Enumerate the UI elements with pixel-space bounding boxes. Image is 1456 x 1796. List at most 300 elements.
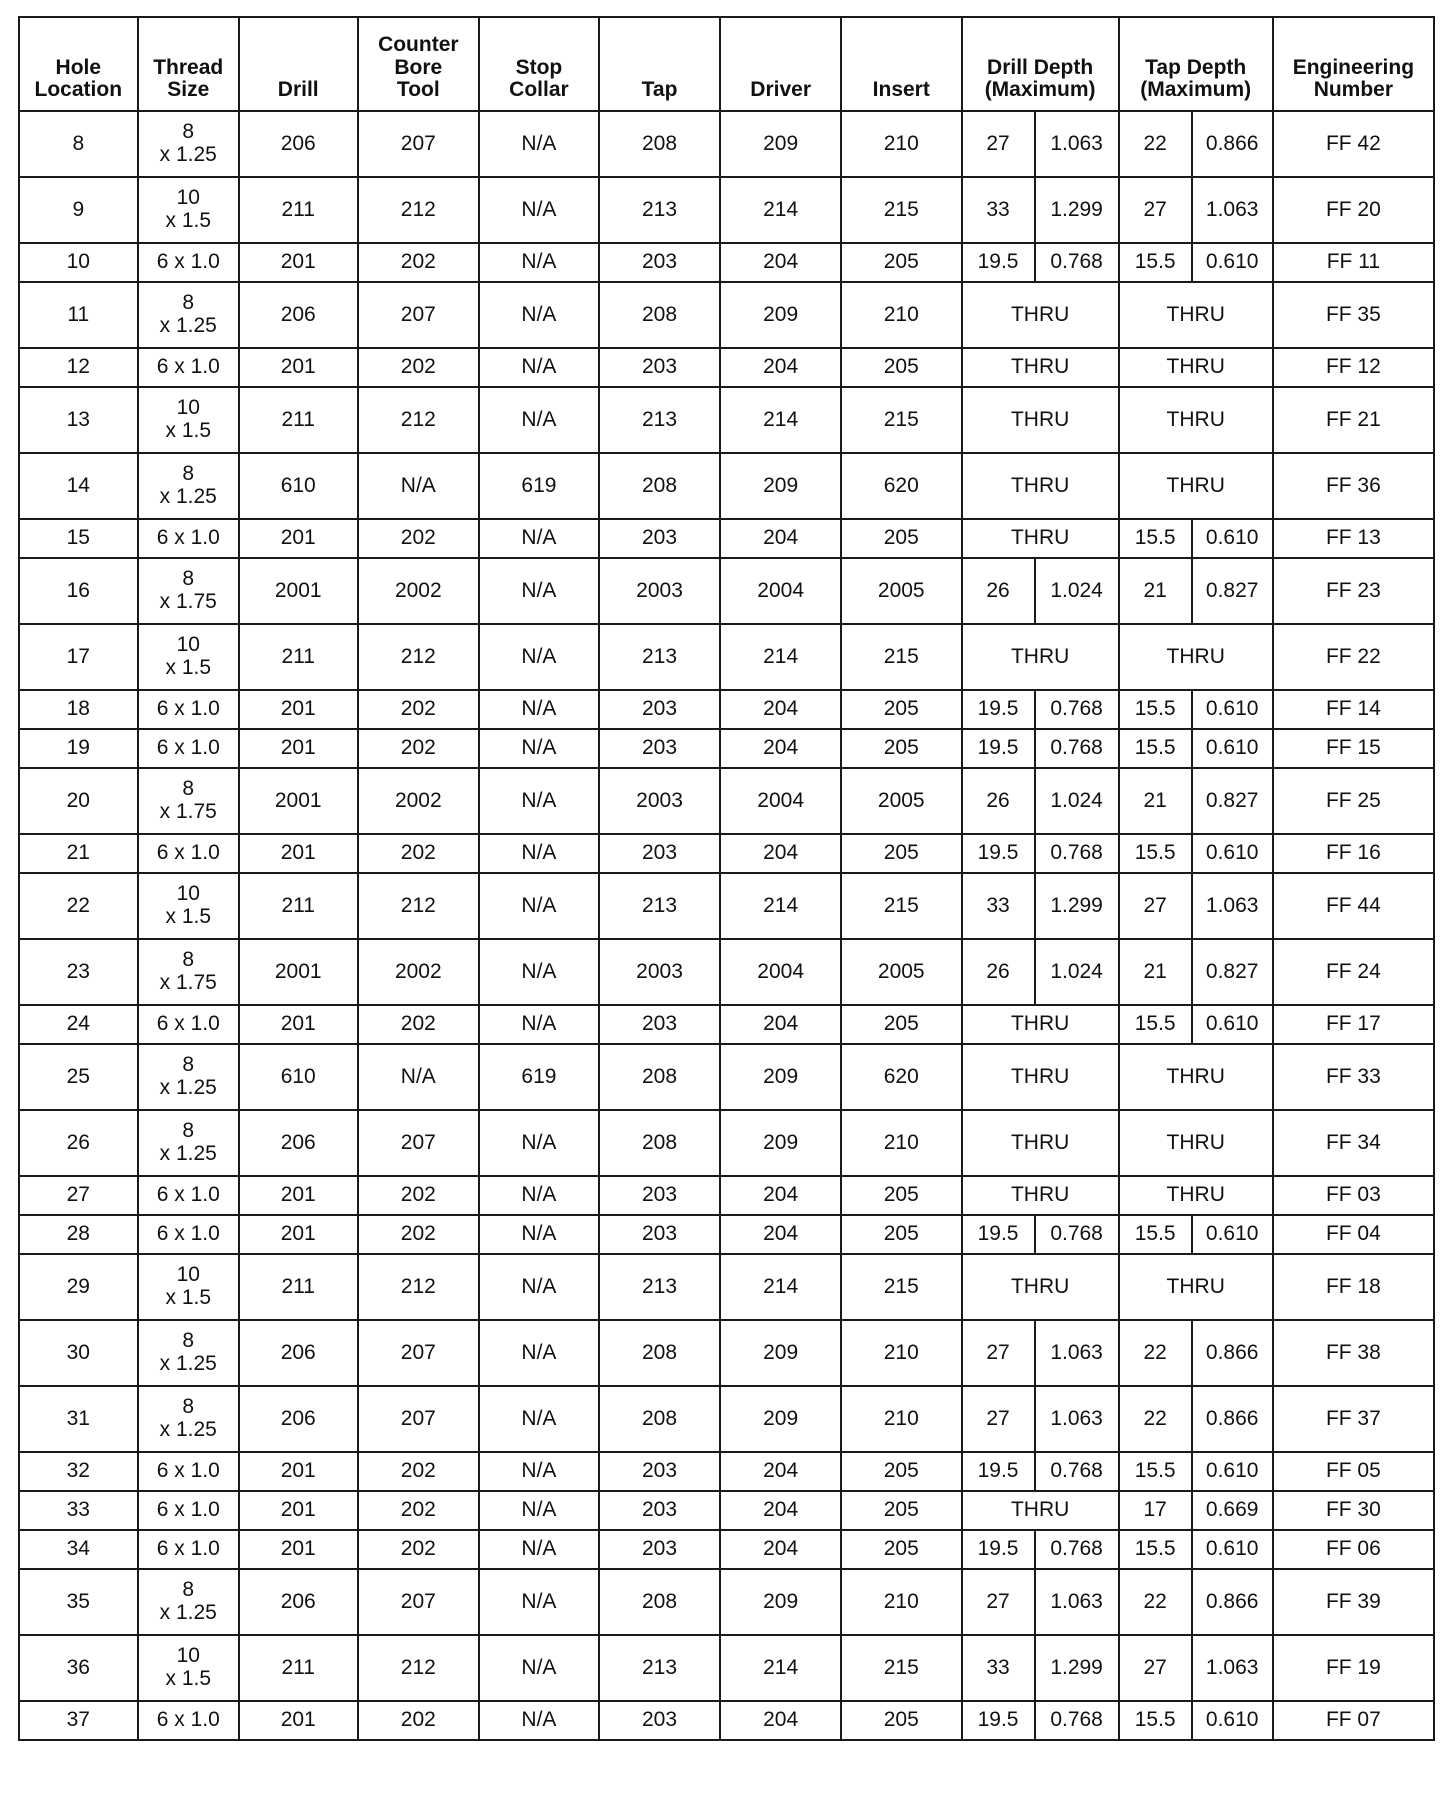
thread-size-cell-text: 6 x 1.0: [156, 736, 220, 760]
table-row: [19, 519, 1434, 558]
thread-size-cell: [138, 729, 239, 768]
counter-bore-tool-cell: [358, 729, 480, 768]
stop-collar-cell-text: N/A: [521, 1183, 557, 1207]
engineering-number-cell-text: FF 03: [1325, 1183, 1381, 1207]
driver-cell-text: 204: [763, 1459, 799, 1483]
thread-size-cell-text: x 1.5: [165, 905, 212, 928]
stop-collar-cell-text: N/A: [521, 1012, 557, 1036]
header-hole: [19, 17, 138, 111]
tap-cell-text: 213: [642, 197, 678, 221]
tap-cell: [599, 939, 721, 1005]
engineering-number-cell-text: FF 37: [1325, 1406, 1381, 1430]
tap-depth-cell-text: THRU: [1166, 1064, 1225, 1088]
insert-cell-text: 620: [883, 473, 919, 497]
thread-size-cell: [138, 1044, 239, 1110]
hole-location-cell: [19, 1044, 138, 1110]
hole-location-cell-text: 26: [66, 1130, 90, 1154]
tap-cell-text: 213: [642, 644, 678, 668]
drill-cell: [239, 729, 358, 768]
tap-depth-in-cell-text: 0.610: [1205, 841, 1259, 865]
tap-depth-cell: [1119, 1110, 1273, 1176]
header-line: Hole: [55, 55, 102, 79]
table-row: [19, 111, 1434, 177]
hole-specification-table: [18, 16, 1435, 1741]
insert-cell: [841, 348, 962, 387]
thread-size-cell: [138, 1386, 239, 1452]
drill-depth-in-cell-text: 1.063: [1050, 1340, 1103, 1364]
thread-size-cell: [138, 453, 239, 519]
driver-cell-text: 214: [763, 644, 799, 668]
insert-cell-text: 205: [883, 1459, 919, 1483]
tap-depth-mm-cell: [1119, 1491, 1192, 1530]
drill-cell: [239, 453, 358, 519]
counter-bore-tool-cell: [358, 453, 480, 519]
counter-bore-tool-cell: [358, 690, 480, 729]
insert-cell: [841, 1176, 962, 1215]
driver-cell: [720, 1044, 841, 1110]
counter-bore-tool-cell-text: 202: [400, 841, 436, 865]
hole-location-cell-text: 19: [66, 736, 90, 760]
tap-depth-mm-cell-text: 15.5: [1134, 1012, 1176, 1036]
tap-depth-cell: [1119, 348, 1273, 387]
hole-location-cell-text: 15: [66, 526, 90, 550]
insert-cell-text: 2005: [877, 959, 925, 983]
counter-bore-tool-cell: [358, 1044, 480, 1110]
drill-depth-cell-text: THRU: [1010, 407, 1070, 431]
tap-depth-mm-cell-text: 15.5: [1134, 736, 1176, 760]
tap-cell: [599, 624, 721, 690]
drill-depth-mm-cell-text: 19.5: [977, 250, 1019, 274]
stop-collar-cell-text: N/A: [521, 841, 557, 865]
drill-cell: [239, 690, 358, 729]
table-row: [19, 558, 1434, 624]
tap-depth-in-cell-text: 0.827: [1205, 578, 1259, 602]
hole-location-cell: [19, 690, 138, 729]
thread-size-cell-text: 8: [182, 291, 195, 315]
counter-bore-tool-cell-text: 207: [400, 1130, 436, 1154]
tap-depth-mm-cell-text: 22: [1143, 1589, 1167, 1613]
drill-cell: [239, 1254, 358, 1320]
drill-depth-mm-cell-text: 19.5: [977, 841, 1019, 865]
driver-cell: [720, 1215, 841, 1254]
engineering-number-cell: [1273, 453, 1434, 519]
tap-cell: [599, 282, 721, 348]
tap-depth-in-cell-text: 0.610: [1205, 1708, 1259, 1732]
table-row: [19, 282, 1434, 348]
tap-cell: [599, 111, 721, 177]
insert-cell-text: 215: [883, 197, 919, 221]
engineering-number-cell-text: FF 39: [1325, 1589, 1381, 1613]
tap-depth-in-cell: [1192, 1386, 1273, 1452]
tap-depth-mm-cell-text: 21: [1143, 788, 1167, 812]
counter-bore-tool-cell: [358, 1254, 480, 1320]
tap-depth-in-cell-text: 0.610: [1205, 697, 1259, 721]
insert-cell-text: 205: [883, 1537, 919, 1561]
driver-cell-text: 204: [763, 1498, 799, 1522]
thread-size-cell: [138, 1491, 239, 1530]
hole-location-cell-text: 12: [66, 355, 90, 379]
tap-cell-text: 203: [642, 1459, 678, 1483]
drill-cell: [239, 282, 358, 348]
table-row: [19, 834, 1434, 873]
tap-cell-text: 213: [642, 1655, 678, 1679]
drill-cell: [239, 1386, 358, 1452]
engineering-number-cell-text: FF 25: [1325, 788, 1381, 812]
stop-collar-cell-text: N/A: [521, 197, 557, 221]
drill-depth-mm-cell-text: 33: [986, 893, 1010, 917]
table-row: [19, 453, 1434, 519]
tap-cell-text: 208: [642, 1064, 678, 1088]
tap-depth-in-cell: [1192, 1635, 1273, 1701]
tap-depth-mm-cell-text: 15.5: [1134, 1537, 1176, 1561]
thread-size-cell-text: 6 x 1.0: [156, 1537, 220, 1561]
stop-collar-cell: [479, 1701, 599, 1740]
header-tap: [599, 17, 721, 111]
tap-cell-text: 203: [642, 736, 678, 760]
insert-cell: [841, 111, 962, 177]
thread-size-cell: [138, 348, 239, 387]
insert-cell-text: 210: [883, 1340, 919, 1364]
drill-depth-in-cell: [1035, 690, 1119, 729]
counter-bore-tool-cell-text: 202: [400, 1537, 436, 1561]
drill-depth-cell-text: THRU: [1010, 355, 1070, 379]
engineering-number-cell-text: FF 18: [1325, 1274, 1381, 1298]
thread-size-cell: [138, 1320, 239, 1386]
counter-bore-tool-cell: [358, 939, 480, 1005]
counter-bore-tool-cell-text: 202: [400, 1459, 436, 1483]
engineering-number-cell: [1273, 1005, 1434, 1044]
drill-depth-in-cell: [1035, 1215, 1119, 1254]
insert-cell: [841, 1254, 962, 1320]
thread-size-cell: [138, 243, 239, 282]
thread-size-cell-text: 6 x 1.0: [156, 355, 220, 379]
thread-size-cell-text: 6 x 1.0: [156, 526, 220, 550]
table-row: [19, 690, 1434, 729]
thread-size-cell: [138, 1635, 239, 1701]
drill-depth-cell: [962, 1176, 1119, 1215]
thread-size-cell-text: x 1.5: [165, 656, 212, 679]
tap-cell-text: 208: [642, 473, 678, 497]
tap-depth-mm-cell: [1119, 1569, 1192, 1635]
thread-size-cell-text: 6 x 1.0: [156, 1222, 220, 1246]
thread-size-cell-text: x 1.5: [165, 1286, 212, 1309]
counter-bore-tool-cell-text: 207: [400, 1589, 436, 1613]
tap-cell-text: 203: [642, 1222, 678, 1246]
stop-collar-cell: [479, 624, 599, 690]
drill-depth-in-cell: [1035, 834, 1119, 873]
thread-size-cell: [138, 873, 239, 939]
hole-location-cell: [19, 729, 138, 768]
counter-bore-tool-cell: [358, 1491, 480, 1530]
stop-collar-cell: [479, 348, 599, 387]
tap-depth-mm-cell-text: 22: [1143, 131, 1167, 155]
tap-depth-in-cell-text: 0.827: [1205, 959, 1259, 983]
hole-location-cell-text: 21: [66, 841, 90, 865]
driver-cell: [720, 873, 841, 939]
driver-cell: [720, 387, 841, 453]
header-driver: [720, 17, 841, 111]
tap-depth-cell-text: THRU: [1166, 1130, 1225, 1154]
hole-location-cell-text: 23: [66, 959, 90, 983]
insert-cell-text: 205: [883, 841, 919, 865]
drill-depth-mm-cell: [962, 1701, 1035, 1740]
drill-cell: [239, 1452, 358, 1491]
table-row: [19, 243, 1434, 282]
tap-cell: [599, 729, 721, 768]
drill-depth-in-cell: [1035, 729, 1119, 768]
engineering-number-cell: [1273, 558, 1434, 624]
drill-cell: [239, 1701, 358, 1740]
hole-location-cell-text: 34: [66, 1537, 90, 1561]
thread-size-cell-text: 8: [182, 462, 195, 486]
counter-bore-tool-cell: [358, 348, 480, 387]
hole-location-cell: [19, 348, 138, 387]
drill-depth-in-cell-text: 0.768: [1050, 1459, 1103, 1483]
stop-collar-cell: [479, 282, 599, 348]
engineering-number-cell-text: FF 15: [1325, 736, 1381, 760]
drill-cell-text: 201: [280, 526, 316, 550]
stop-collar-cell-text: N/A: [521, 131, 557, 155]
driver-cell-text: 204: [763, 697, 799, 721]
table-row: [19, 1452, 1434, 1491]
tap-depth-in-cell-text: 1.063: [1205, 893, 1259, 917]
drill-depth-in-cell: [1035, 1569, 1119, 1635]
table-row: [19, 939, 1434, 1005]
thread-size-cell-text: x 1.5: [165, 419, 212, 442]
drill-depth-mm-cell-text: 26: [986, 578, 1010, 602]
driver-cell-text: 209: [763, 302, 799, 326]
tap-cell-text: 2003: [636, 578, 683, 602]
drill-depth-mm-cell-text: 27: [986, 1589, 1010, 1613]
engineering-number-cell: [1273, 1569, 1434, 1635]
engineering-number-cell-text: FF 12: [1325, 355, 1381, 379]
engineering-number-cell-text: FF 44: [1325, 893, 1381, 917]
drill-depth-in-cell-text: 1.299: [1050, 197, 1103, 221]
drill-depth-in-cell: [1035, 1635, 1119, 1701]
insert-cell-text: 205: [883, 1012, 919, 1036]
drill-depth-mm-cell: [962, 558, 1035, 624]
counter-bore-tool-cell: [358, 1569, 480, 1635]
tap-depth-in-cell-text: 0.866: [1205, 1589, 1259, 1613]
driver-cell-text: 214: [763, 407, 799, 431]
tap-depth-cell: [1119, 1176, 1273, 1215]
tap-cell: [599, 1530, 721, 1569]
insert-cell-text: 2005: [877, 788, 925, 812]
tap-depth-mm-cell: [1119, 1701, 1192, 1740]
thread-size-cell: [138, 519, 239, 558]
thread-size-cell: [138, 1452, 239, 1491]
driver-cell: [720, 834, 841, 873]
drill-cell-text: 201: [280, 1498, 316, 1522]
hole-location-cell-text: 29: [66, 1274, 90, 1298]
drill-depth-mm-cell-text: 33: [986, 197, 1010, 221]
thread-size-cell-text: x 1.5: [165, 1667, 212, 1690]
table-row: [19, 768, 1434, 834]
counter-bore-tool-cell: [358, 768, 480, 834]
thread-size-cell: [138, 387, 239, 453]
counter-bore-tool-cell-text: 202: [400, 697, 436, 721]
thread-size-cell-text: 6 x 1.0: [156, 841, 220, 865]
insert-cell: [841, 939, 962, 1005]
engineering-number-cell: [1273, 939, 1434, 1005]
tap-cell: [599, 1254, 721, 1320]
drill-depth-cell: [962, 1005, 1119, 1044]
counter-bore-tool-cell: [358, 624, 480, 690]
tap-depth-cell: [1119, 387, 1273, 453]
drill-depth-mm-cell-text: 19.5: [977, 1222, 1019, 1246]
driver-cell-text: 214: [763, 197, 799, 221]
driver-cell: [720, 519, 841, 558]
table-row: [19, 1569, 1434, 1635]
engineering-number-cell-text: FF 21: [1325, 407, 1381, 431]
drill-depth-mm-cell-text: 19.5: [977, 1459, 1019, 1483]
counter-bore-tool-cell-text: 212: [400, 893, 436, 917]
hole-location-cell: [19, 519, 138, 558]
tap-cell: [599, 1701, 721, 1740]
insert-cell-text: 210: [883, 1406, 919, 1430]
counter-bore-tool-cell: [358, 1320, 480, 1386]
stop-collar-cell: [479, 1386, 599, 1452]
tap-depth-mm-cell: [1119, 558, 1192, 624]
thread-size-cell-text: x 1.25: [159, 1076, 217, 1099]
drill-cell: [239, 1005, 358, 1044]
tap-cell-text: 213: [642, 893, 678, 917]
drill-cell-text: 201: [280, 1459, 316, 1483]
hole-location-cell: [19, 1254, 138, 1320]
stop-collar-cell-text: N/A: [521, 1708, 557, 1732]
thread-size-cell: [138, 690, 239, 729]
drill-depth-in-cell-text: 0.768: [1050, 841, 1103, 865]
thread-size-cell: [138, 177, 239, 243]
driver-cell: [720, 282, 841, 348]
insert-cell: [841, 1110, 962, 1176]
counter-bore-tool-cell: [358, 243, 480, 282]
engineering-number-cell: [1273, 1491, 1434, 1530]
engineering-number-cell-text: FF 20: [1325, 197, 1381, 221]
stop-collar-cell: [479, 243, 599, 282]
engineering-number-cell: [1273, 834, 1434, 873]
drill-depth-mm-cell: [962, 729, 1035, 768]
thread-size-cell-text: 10: [176, 882, 200, 906]
stop-collar-cell-text: N/A: [521, 697, 557, 721]
thread-size-cell: [138, 282, 239, 348]
insert-cell: [841, 1386, 962, 1452]
tap-cell: [599, 768, 721, 834]
drill-depth-in-cell-text: 1.299: [1050, 1655, 1103, 1679]
drill-depth-mm-cell-text: 19.5: [977, 736, 1019, 760]
drill-depth-cell-text: THRU: [1010, 1183, 1070, 1207]
tap-cell-text: 208: [642, 302, 678, 326]
tap-cell-text: 203: [642, 841, 678, 865]
drill-depth-mm-cell-text: 27: [986, 1340, 1010, 1364]
driver-cell: [720, 1635, 841, 1701]
tap-cell-text: 2003: [636, 788, 683, 812]
engineering-number-cell: [1273, 1320, 1434, 1386]
insert-cell-text: 205: [883, 526, 919, 550]
engineering-number-cell: [1273, 729, 1434, 768]
header-line: Number: [1313, 78, 1394, 102]
drill-depth-in-cell-text: 0.768: [1050, 736, 1103, 760]
tap-cell-text: 203: [642, 1012, 678, 1036]
tap-depth-mm-cell-text: 27: [1143, 197, 1167, 221]
thread-size-cell: [138, 111, 239, 177]
driver-cell: [720, 729, 841, 768]
driver-cell-text: 209: [763, 473, 799, 497]
tap-depth-mm-cell: [1119, 873, 1192, 939]
tap-depth-mm-cell: [1119, 1320, 1192, 1386]
tap-depth-mm-cell-text: 27: [1143, 1655, 1167, 1679]
hole-location-cell-text: 32: [66, 1459, 90, 1483]
stop-collar-cell-text: N/A: [521, 1406, 557, 1430]
drill-depth-mm-cell-text: 19.5: [977, 1537, 1019, 1561]
driver-cell: [720, 624, 841, 690]
thread-size-cell-text: 10: [176, 633, 200, 657]
thread-size-cell: [138, 939, 239, 1005]
counter-bore-tool-cell: [358, 834, 480, 873]
table-row: [19, 1491, 1434, 1530]
tap-cell-text: 203: [642, 250, 678, 274]
thread-size-cell: [138, 1254, 239, 1320]
hole-location-cell-text: 14: [66, 473, 90, 497]
counter-bore-tool-cell: [358, 387, 480, 453]
driver-cell: [720, 243, 841, 282]
tap-cell: [599, 1452, 721, 1491]
insert-cell: [841, 1701, 962, 1740]
tap-cell: [599, 348, 721, 387]
drill-cell-text: 610: [280, 473, 316, 497]
table-row: [19, 177, 1434, 243]
drill-depth-cell-text: THRU: [1010, 302, 1070, 326]
drill-cell-text: 201: [280, 1012, 316, 1036]
engineering-number-cell-text: FF 05: [1325, 1459, 1381, 1483]
thread-size-cell-text: 6 x 1.0: [156, 250, 220, 274]
thread-size-cell-text: x 1.75: [159, 800, 217, 823]
thread-size-cell-text: 6 x 1.0: [156, 697, 220, 721]
insert-cell-text: 215: [883, 1274, 919, 1298]
driver-cell-text: 204: [763, 526, 799, 550]
driver-cell-text: 209: [763, 1589, 799, 1613]
tap-cell: [599, 558, 721, 624]
tap-depth-mm-cell-text: 17: [1143, 1498, 1167, 1522]
tap-depth-mm-cell-text: 22: [1143, 1340, 1167, 1364]
insert-cell-text: 205: [883, 355, 919, 379]
counter-bore-tool-cell-text: 207: [400, 131, 436, 155]
driver-cell: [720, 1452, 841, 1491]
tap-depth-in-cell: [1192, 1215, 1273, 1254]
engineering-number-cell-text: FF 36: [1325, 473, 1381, 497]
tap-depth-mm-cell-text: 15.5: [1134, 697, 1176, 721]
thread-size-cell: [138, 1110, 239, 1176]
driver-cell-text: 209: [763, 1406, 799, 1430]
engineering-number-cell: [1273, 1254, 1434, 1320]
tap-cell: [599, 453, 721, 519]
drill-cell: [239, 1569, 358, 1635]
drill-cell-text: 610: [280, 1064, 316, 1088]
tap-depth-in-cell: [1192, 558, 1273, 624]
hole-location-cell-text: 37: [66, 1708, 90, 1732]
stop-collar-cell-text: N/A: [521, 959, 557, 983]
tap-cell-text: 203: [642, 1708, 678, 1732]
stop-collar-cell-text: 619: [521, 473, 557, 497]
tap-depth-mm-cell: [1119, 690, 1192, 729]
tap-depth-mm-cell-text: 21: [1143, 578, 1167, 602]
tap-depth-mm-cell: [1119, 1215, 1192, 1254]
thread-size-cell: [138, 1176, 239, 1215]
hole-location-cell-text: 22: [66, 893, 90, 917]
stop-collar-cell-text: N/A: [521, 407, 557, 431]
drill-cell: [239, 624, 358, 690]
tap-depth-in-cell-text: 0.669: [1205, 1498, 1259, 1522]
